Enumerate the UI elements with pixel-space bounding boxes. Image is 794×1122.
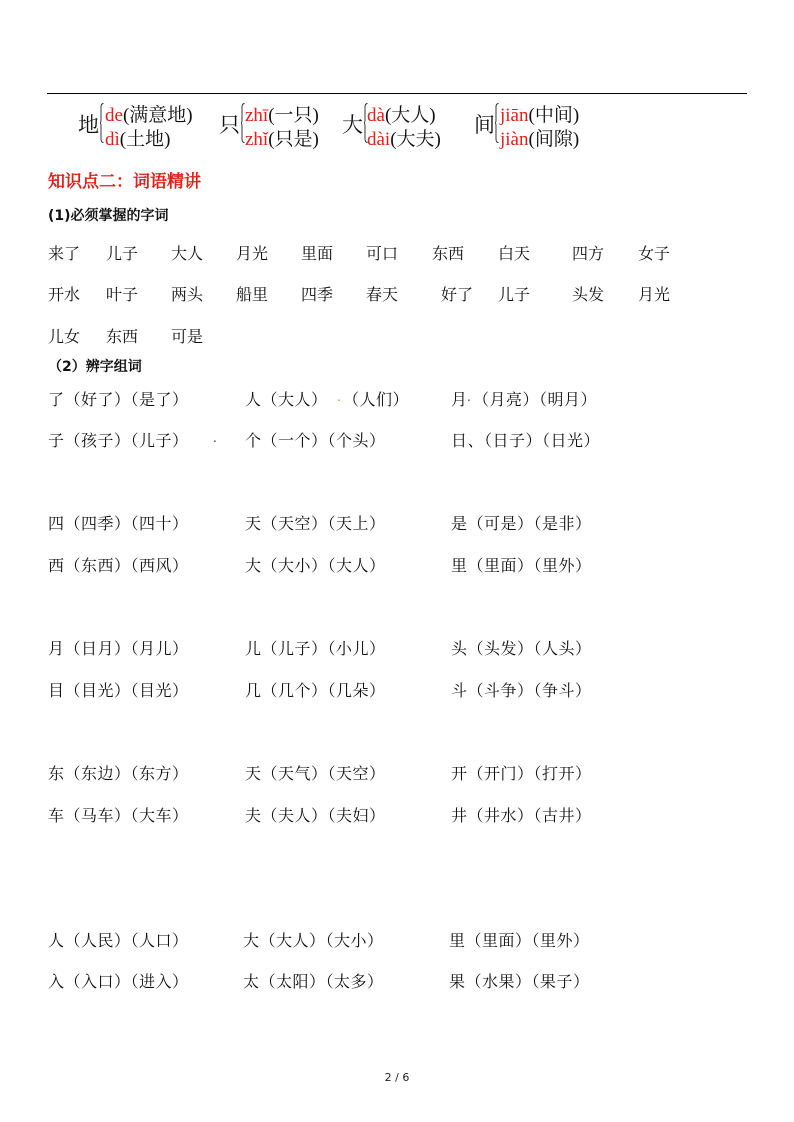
polyphone-reading-1 (367, 100, 436, 127)
group-entry: 大（大小）（大人） (245, 556, 386, 575)
group-entry: 月（日月）（月儿） (48, 639, 189, 658)
dot-mark: . (337, 390, 341, 404)
group-entry: 井（井水）（古井） (451, 806, 592, 825)
dot-mark: . (213, 431, 217, 445)
subsection-title-words: (1)必须掌握的字词 (48, 208, 169, 224)
brace-icon (495, 103, 499, 143)
group-entry: 人（大人） (245, 390, 328, 409)
group-entry: 里（里面）（里外） (449, 931, 590, 950)
brace-icon (100, 103, 104, 143)
word: 两头 (171, 285, 204, 304)
word: 可是 (171, 327, 204, 346)
polyphone-reading-2 (500, 124, 579, 151)
group-entry: 入（入口）（进入） (48, 972, 189, 991)
example-word: (中间) (528, 105, 580, 126)
word: 儿女 (48, 327, 81, 346)
word: 东西 (432, 244, 465, 263)
example-word: (土地) (119, 129, 171, 150)
group-entry: 西（东西）（西风） (48, 556, 189, 575)
group-entry: 斗（斗争）（争斗） (451, 681, 592, 700)
word: 来了 (48, 244, 81, 263)
polyphone-reading-1 (500, 100, 579, 127)
group-entry: 天（天气）（天空） (245, 764, 386, 783)
word: 里面 (301, 244, 334, 263)
section-title: 知识点二：词语精讲 (48, 172, 201, 192)
word: 可口 (366, 244, 399, 263)
group-entry: 子（孩子）（儿子） (48, 431, 189, 450)
example-word: (间隙) (528, 129, 580, 150)
group-entry: 开（开门）（打开） (451, 764, 592, 783)
group-entry: 头（头发）（人头） (451, 639, 592, 658)
word: 月光 (236, 244, 269, 263)
pinyin: jiàn (500, 129, 529, 150)
pinyin: zhī (245, 105, 269, 126)
group-entry: （人们） (343, 390, 410, 409)
group-entry: 太（太阳）（太多） (243, 972, 384, 991)
example-word: (只是) (268, 129, 319, 150)
word: 四方 (572, 244, 605, 263)
word: 月光 (638, 285, 671, 304)
pinyin: dài (367, 129, 391, 150)
polyphone-reading-1 (105, 100, 193, 127)
polyphone-char: 地 (78, 113, 99, 137)
example-word: (大人) (384, 105, 436, 126)
group-entry: 天（天空）（天上） (245, 514, 386, 533)
group-entry: 人（人民）（人口） (48, 931, 189, 950)
group-entry: 几（几个）（几朵） (245, 681, 386, 700)
word: 大人 (171, 244, 204, 263)
group-entry: 月 (451, 390, 468, 409)
polyphone-char: 间 (474, 113, 495, 137)
group-entry: 儿（儿子）（小儿） (245, 639, 386, 658)
pinyin: zhǐ (245, 129, 269, 150)
group-entry: 里（里面）（里外） (451, 556, 592, 575)
word: 船里 (236, 285, 269, 304)
subsection-title-groups: （2）辨字组词 (48, 359, 142, 375)
group-entry: 是（可是）（是非） (451, 514, 592, 533)
group-entry: 夫（夫人）（夫妇） (245, 806, 386, 825)
page-number: 2 / 6 (384, 1071, 410, 1084)
word: 叶子 (106, 285, 139, 304)
polyphone-reading-2 (105, 124, 170, 151)
pinyin: de (105, 105, 123, 126)
dot-mark: . (467, 390, 471, 404)
pinyin: dì (105, 129, 120, 150)
word: 儿子 (498, 285, 531, 304)
group-entry: 了（好了）（是了） (48, 390, 189, 409)
group-entry: 目（目光）（目光） (48, 681, 189, 700)
word: 四季 (301, 285, 334, 304)
example-word: (一只) (268, 105, 319, 126)
group-entry: 车（马车）（大车） (48, 806, 189, 825)
word: 东西 (106, 327, 139, 346)
polyphone-char: 大 (342, 113, 363, 137)
group-entry: 个（一个）（个头） (245, 431, 386, 450)
group-entry: 果（水果）（果子） (449, 972, 590, 991)
word: 好了 (441, 285, 474, 304)
pinyin: dà (367, 105, 385, 126)
word: 头发 (572, 285, 605, 304)
polyphone-reading-1 (245, 100, 319, 127)
example-word: (满意地) (122, 105, 193, 126)
group-entry: 大（大人）（大小） (243, 931, 384, 950)
header-rule (47, 93, 747, 94)
example-word: (大夫) (390, 129, 441, 150)
group-entry: 东（东边）（东方） (48, 764, 189, 783)
word: 女子 (638, 244, 671, 263)
word: 儿子 (106, 244, 139, 263)
group-entry: （月亮）（明月） (473, 390, 598, 409)
word: 开水 (48, 285, 81, 304)
polyphone-reading-2 (245, 124, 319, 151)
polyphone-reading-2 (367, 124, 441, 151)
word: 白天 (498, 244, 531, 263)
group-entry: 四（四季）（四十） (48, 514, 189, 533)
pinyin: jiān (500, 105, 529, 126)
group-entry: 日、（日子）（日光） (451, 431, 601, 450)
polyphone-char: 只 (219, 113, 240, 137)
word: 春天 (366, 285, 399, 304)
